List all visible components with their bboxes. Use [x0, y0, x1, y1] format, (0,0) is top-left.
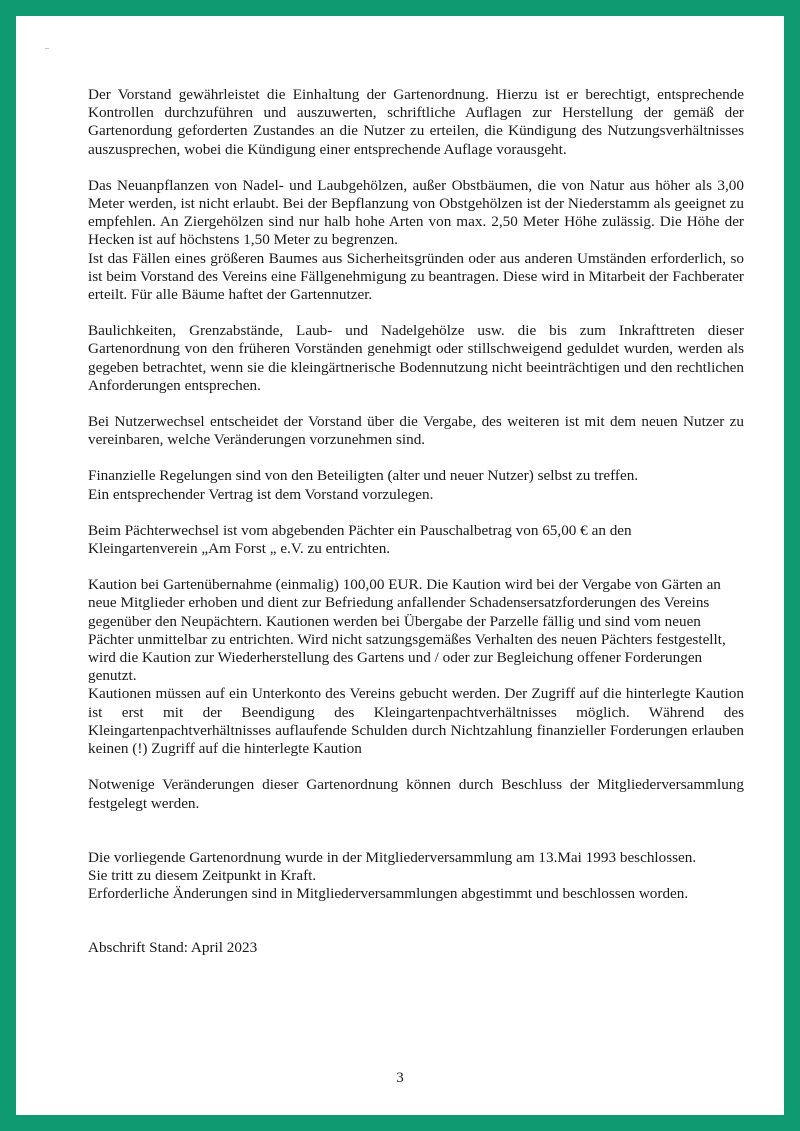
- paragraph-abschrift: Abschrift Stand: April 2023: [88, 939, 258, 957]
- paragraph-vorstand-kontrolle: Der Vorstand gewährleistet die Einhaltung der Gartenordnung. Hierzu ist er berechtigt, entsprechende Kontrollen durchzuführen und auszuwerten, schriftliche Auflagen zur Herstellung der gemäß der Gartenordung geforderten Zustandes an die Nutzer zu erteilen, die Kündigung des Nutzungsverhältnisses auszusprechen, wobei die Kündigung einer entsprechende Auflage vorausgeht.: [88, 86, 744, 158]
- paragraph-finanzielle-regelungen: Finanzielle Regelungen sind von den Beteiligten (alter und neuer Nutzer) selbst zu treffen.: [88, 467, 639, 485]
- scan-speck: [45, 48, 49, 49]
- paragraph-baumfaellung: Ist das Fällen eines größeren Baumes aus Sicherheitsgründen oder aus anderen Umständen erforderlich, so ist beim Vorstand des Vereins eine Fällgenehmigung zu beantragen. Diese wird in Mitarbeit der Fachberater erteilt. Für alle Bäume haftet der Gartennutzer.: [88, 249, 744, 304]
- paragraph-kaution-unterkonto: Kautionen müssen auf ein Unterkonto des Vereins gebucht werden. Der Zugriff auf die hinterlegte Kaution ist erst mit der Beendigung des Kleingartenpachtverhältnisses möglich. Während des Kleingartenpachtverhältnisses auflaufende Schulden durch Nichtzahlung finanzieller Forderungen erlauben keinen (!) Zugriff auf die hinterlegte Kaution: [88, 685, 744, 758]
- paragraph-pauschalbetrag: Beim Pächterwechsel ist vom abgebenden Pächter ein Pauschalbetrag von 65,00 € an den: [88, 521, 632, 539]
- paragraph-aenderungen: Erforderliche Änderungen sind in Mitgliederversammlungen abgestimmt und beschlossen worden.: [88, 885, 689, 903]
- paragraph-nutzerwechsel: Bei Nutzerwechsel entscheidet der Vorstand über die Vergabe, des weiteren ist mit dem neuen Nutzer zu vereinbaren, welche Veränderungen vorzunehmen sind.: [88, 413, 744, 449]
- paragraph-vertrag: Ein entsprechender Vertrag ist dem Vorstand vorzulegen.: [88, 485, 434, 503]
- paragraph-beschluss: Die vorliegende Gartenordnung wurde in der Mitgliederversammlung am 13.Mai 1993 beschlossen.: [88, 848, 697, 866]
- paragraph-baulichkeiten: Baulichkeiten, Grenzabstände, Laub- und Nadelgehölze usw. die bis zum Inkrafttreten dieser Gartenordnung von den früheren Vorständen genehmigt oder stillschweigend geduldet wurden, werden als gegeben betrachtet, wenn sie die kleingärtnerische Bodennutzung nicht beeinträchtigen und den rechtlichen Anforderungen entsprechen.: [88, 322, 744, 394]
- page-number: 3: [396, 1070, 404, 1086]
- paragraph-neuanpflanzen: Das Neuanpflanzen von Nadel- und Laubgehölzen, außer Obstbäumen, die von Natur aus höher als 3,00 Meter werden, ist nicht erlaubt. Bei der Bepflanzung von Obstgehölzen ist der Niederstamm als geeignet zu empfehlen. An Ziergehölzen sind nur halb hohe Arten von max. 2,50 Meter Höhe zulässig. Die Höhe der Hecken ist auf höchstens 1,50 Meter zu begrenzen.: [88, 176, 744, 249]
- document-body: [88, 86, 744, 958]
- paragraph-inkrafttreten: Sie tritt zu diesem Zeitpunkt in Kraft.: [88, 866, 317, 884]
- paragraph-kleingartenverein: Kleingartenverein „Am Forst „ e.V. zu entrichten.: [88, 540, 391, 558]
- paragraph-veraenderungen: Notwenige Veränderungen dieser Gartenordnung können durch Beschluss der Mitgliederversammlung festgelegt werden.: [88, 776, 744, 812]
- paragraph-kaution: Kaution bei Gartenübernahme (einmalig) 100,00 EUR. Die Kaution wird bei der Vergabe von Gärten an neue Mitglieder erhoben und dient zur Befriedung anfallender Schadensersatzforderungen des Vereins gegenüber den Neupächtern. Kautionen werden bei Übergabe der Parzelle fällig und sind vom neuen Pächter unmittelbar zu entrichten. Wird nicht satzungsgemäßes Verhalten des neuen Pächters festgestellt, wird die Kaution zur Wiederherstellung des Gartens und / oder zur Begleichung offener Forderungen genutzt.: [88, 576, 726, 685]
